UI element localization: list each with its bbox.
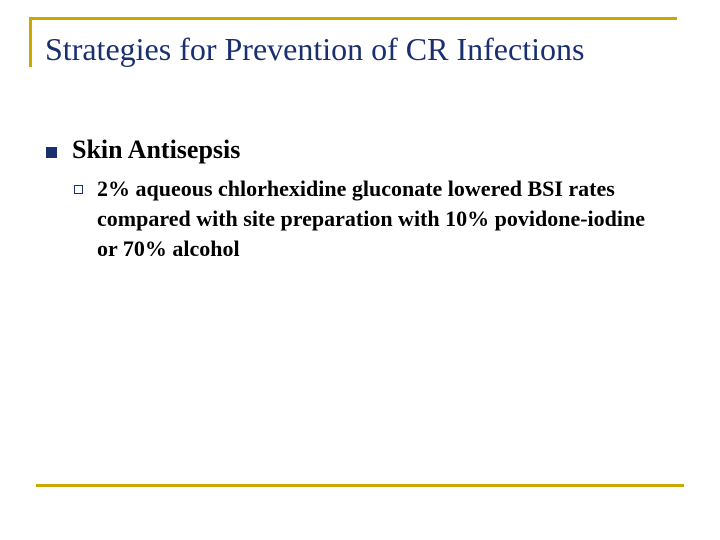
left-rule [29,17,32,67]
hollow-square-bullet-icon [74,185,83,194]
top-rule [29,17,677,20]
bottom-rule [36,484,684,487]
sub-bullet-text: 2% aqueous chlorhexidine gluconate lowered BSI rates compared with site preparation with 10% povidone-iodine or 70% alcohol [97,176,645,261]
square-bullet-icon [46,147,57,158]
bullet-text: Skin Antisepsis [72,135,241,164]
slide-title: Strategies for Prevention of CR Infections [45,31,585,67]
